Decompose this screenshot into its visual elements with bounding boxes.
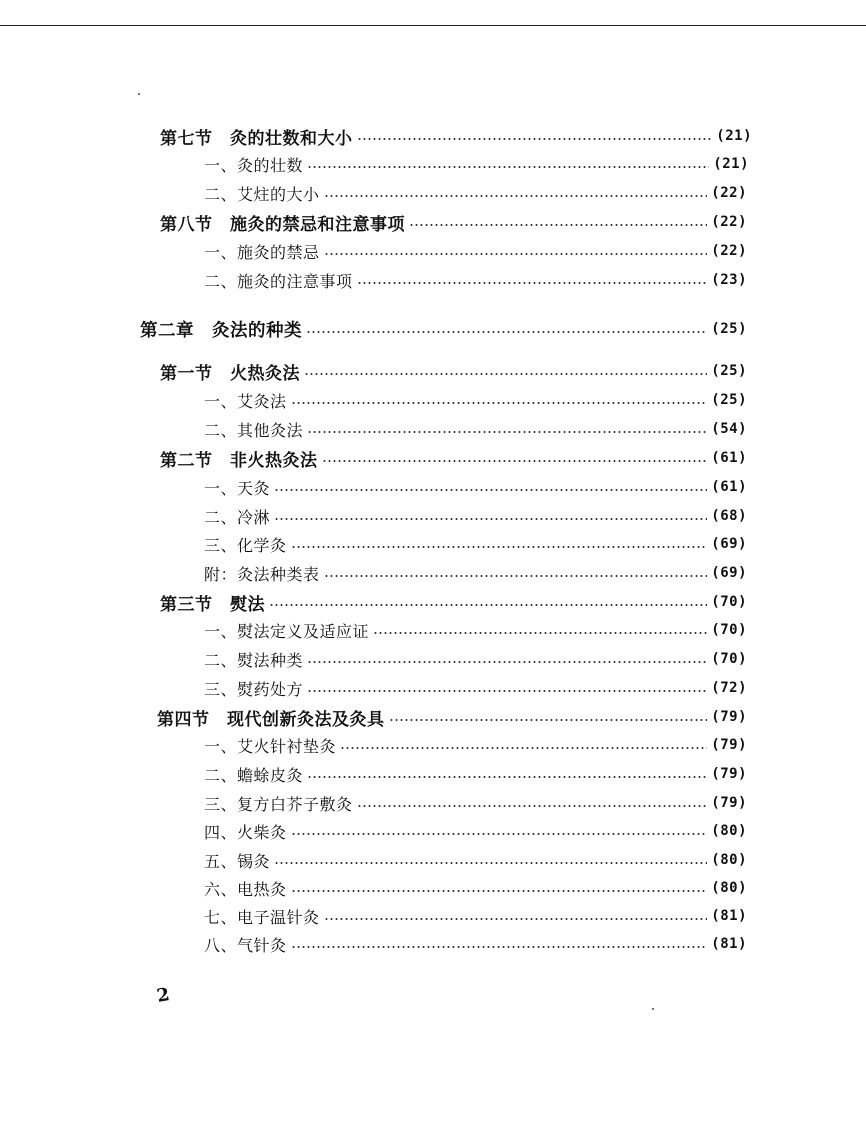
toc-entry[interactable] [204,504,747,528]
toc-entry-label: 三、复方白芥子敷灸 [204,794,353,814]
toc-entry-label: 第七节 灸的壮数和大小 [160,128,353,149]
toc-entry-page: (22) [711,243,747,259]
dot-leader [306,331,707,333]
toc-entry-label: 二、其他灸法 [204,420,304,440]
toc-entry[interactable] [160,590,747,614]
toc-entry-label: 一、灸的壮数 [204,155,304,175]
toc-entry[interactable] [204,417,747,441]
toc-entry[interactable] [160,446,747,470]
toc-entry-page: (70) [711,651,747,667]
toc-entry-page: (69) [711,565,747,581]
toc-entry-page: (81) [711,936,747,952]
toc-entry-label: 七、电子温针灸 [204,907,320,927]
toc-entry-label: 二、冷淋 [204,507,271,527]
toc-entry-label: 三、熨药处方 [204,679,304,699]
toc-entry-label: 第三节 熨法 [160,594,265,615]
dot-leader [274,489,707,491]
toc-entry-page: (79) [711,737,747,753]
toc-entry[interactable] [204,388,747,412]
toc-entry-page: (54) [711,421,747,437]
toc-entry[interactable] [204,239,747,263]
dot-leader [307,661,707,663]
toc-entry-page: (80) [711,852,747,868]
dot-leader [324,575,708,577]
toc-entry-page: (81) [711,908,747,924]
toc-entry-page: (22) [711,185,747,201]
toc-entry-page: (70) [711,594,747,610]
toc-entry[interactable] [204,876,747,900]
toc-entry[interactable] [160,210,747,234]
toc-entry-label: 六、电热灸 [204,879,287,899]
toc-entry[interactable] [204,762,747,786]
toc-entry[interactable] [204,561,747,585]
dot-leader [274,862,707,864]
toc-entry-label: 八、气针灸 [204,935,287,955]
toc-entry[interactable] [204,618,747,642]
toc-entry[interactable] [204,152,749,176]
toc-entry-page: (80) [711,880,747,896]
toc-entry-page: (61) [711,479,747,495]
toc-entry-label: 第八节 施灸的禁忌和注意事项 [160,214,405,235]
toc-entry-label: 二、蟾蜍皮灸 [204,765,304,785]
dot-leader [291,946,708,948]
toc-entry-page: (21) [713,156,749,172]
toc-entry-label: 一、熨法定义及适应证 [204,621,370,641]
dot-leader [409,224,707,226]
dot-leader [291,890,708,892]
toc-entry-page: (80) [711,823,747,839]
dot-leader [357,282,708,284]
toc-entry[interactable] [204,932,747,956]
dot-leader [373,632,707,634]
dot-leader [307,776,707,778]
dot-leader [291,402,708,404]
dot-leader [304,373,707,375]
toc-entry[interactable] [204,733,747,757]
toc-entry[interactable] [157,705,747,729]
toc-entry-label: 附：灸法种类表 [204,564,320,584]
dot-leader [324,918,708,920]
dot-leader [274,518,707,520]
toc-entry-page: (72) [711,680,747,696]
toc-entry-page: (79) [711,766,747,782]
toc-entry-page: (79) [711,795,747,811]
toc-entry-label: 一、天灸 [204,478,271,498]
toc-entry-page: (23) [711,272,747,288]
toc-entry-page: (68) [711,508,747,524]
toc-entry-label: 第一节 火热灸法 [160,363,300,384]
toc-entry-page: (22) [711,214,747,230]
toc-entry[interactable] [160,124,752,148]
dot-leader [357,805,708,807]
toc-entry[interactable] [140,317,747,341]
toc-entry[interactable] [204,848,747,872]
toc-entry[interactable] [204,819,747,843]
toc-entry[interactable] [204,475,747,499]
dot-leader [324,195,708,197]
toc-entry-label: 一、艾火针衬垫灸 [204,736,337,756]
toc-entry-page: (25) [711,392,747,408]
toc-entry-page: (21) [716,128,752,144]
toc-entry[interactable] [204,647,747,671]
dot-leader [291,546,708,548]
toc-entry[interactable] [204,181,747,205]
dot-leader [324,253,708,255]
toc-entry-page: (69) [711,536,747,552]
toc-entry-label: 二、施灸的注意事项 [204,271,353,291]
toc-entry[interactable] [204,268,747,292]
toc-entry[interactable] [204,904,747,928]
dot-leader [322,460,708,462]
dot-leader [307,431,707,433]
toc-entry[interactable] [160,359,747,383]
toc-entry-label: 二、熨法种类 [204,650,304,670]
toc-entry-label: 一、艾灸法 [204,391,287,411]
toc-entry-page: (25) [711,321,747,337]
toc-entry-label: 四、火柴灸 [204,822,287,842]
dot-leader [307,690,707,692]
toc-entry-label: 一、施灸的禁忌 [204,242,320,262]
dot-leader [389,719,708,721]
toc-entry-label: 五、锡灸 [204,851,271,871]
toc-entry-label: 二、艾炷的大小 [204,184,320,204]
dot-leader [340,747,707,749]
toc-entry-page: (79) [711,709,747,725]
toc-entry-page: (70) [711,622,747,638]
toc-entry[interactable] [204,532,747,556]
toc-entry-label: 第四节 现代创新灸法及灸具 [157,709,385,730]
dot-leader [269,604,707,606]
toc-entry-label: 第二章 灸法的种类 [140,320,302,341]
toc-entry-label: 三、化学灸 [204,535,287,555]
toc-entry-label: 第二节 非火热灸法 [160,450,318,471]
toc-entry-page: (61) [711,450,747,466]
toc-entry-page: (25) [711,363,747,379]
page-number: 2 [155,984,172,1007]
dot-leader [291,833,708,835]
dot-leader [357,138,713,140]
toc-entry[interactable] [204,791,747,815]
toc-entry[interactable] [204,676,747,700]
dot-leader [307,166,709,168]
